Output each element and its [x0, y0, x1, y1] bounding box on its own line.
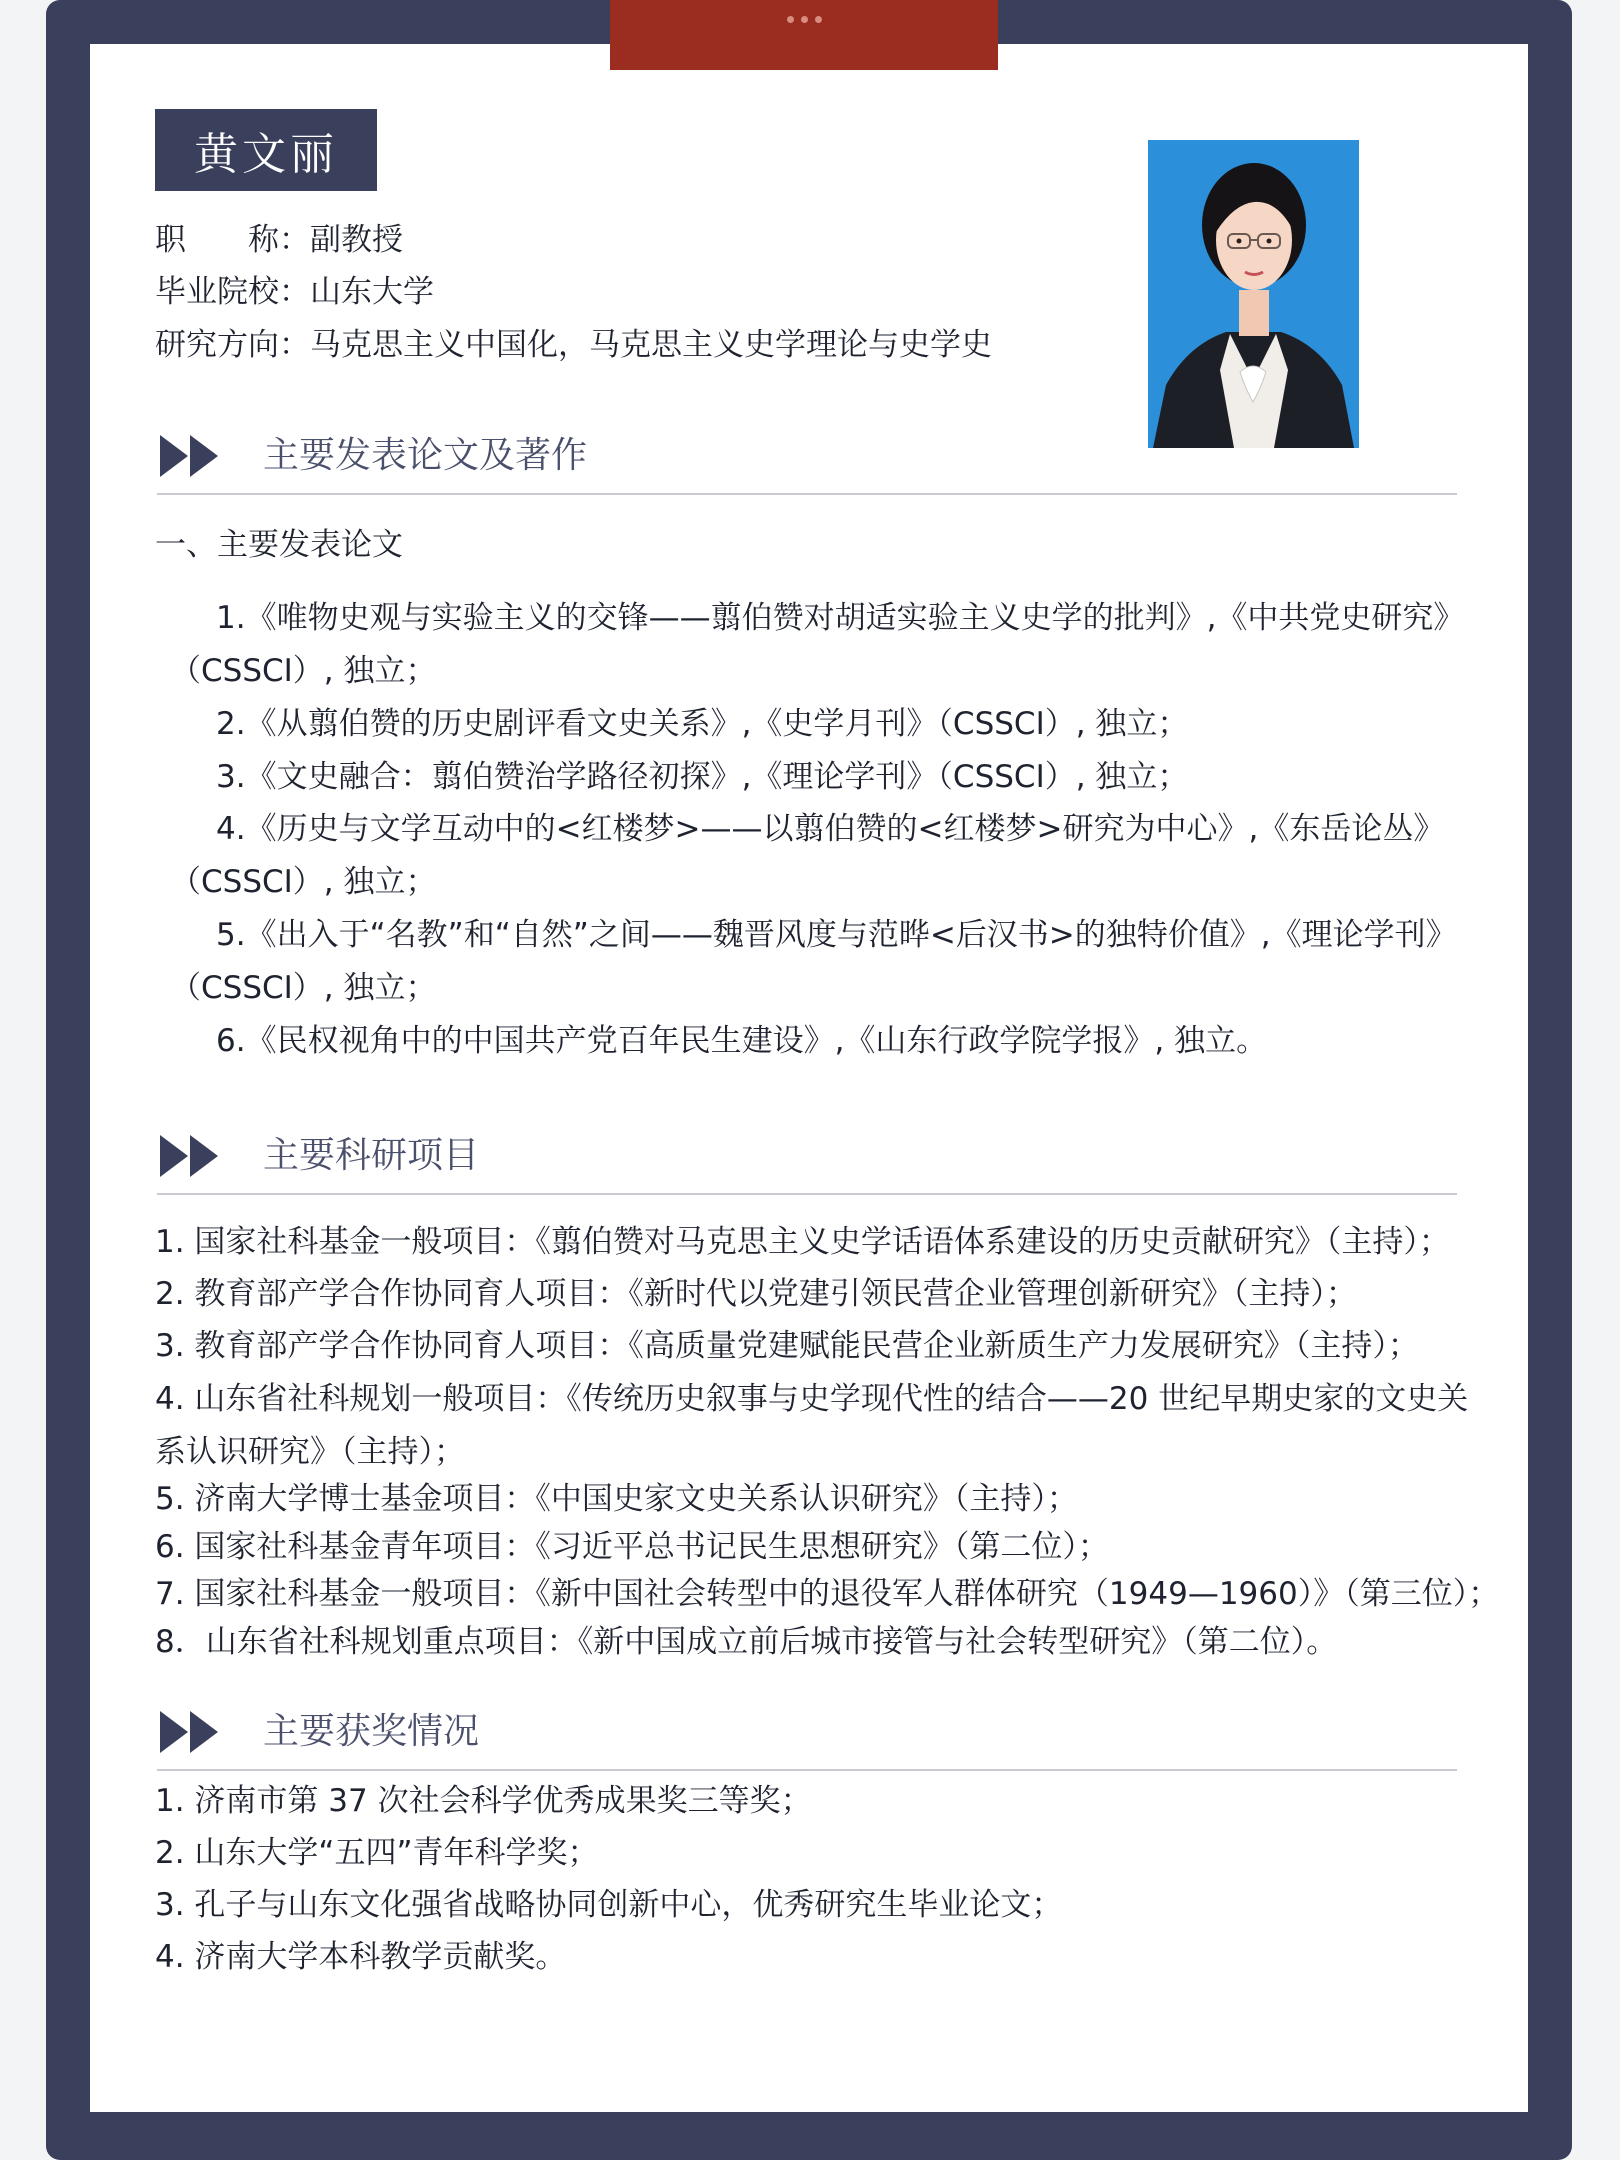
info-title-row — [155, 220, 403, 260]
section-title: 主要科研项目 — [263, 1135, 480, 1176]
publication-item: 3.《文史融合：翦伯赞治学路径初探》,《理论学刊》（CSSCI）, 独立； — [216, 759, 1189, 795]
section-divider — [157, 493, 1457, 495]
info-school-row — [155, 272, 434, 312]
project-item: 8．山东省社科规划重点项目：《新中国成立前后城市接管与社会转型研究》（第二位）。 — [155, 1624, 1338, 1660]
publication-item: 1.《唯物史观与实验主义的交锋——翦伯赞对胡适实验主义史学的批判》,《中共党史研究》 — [216, 600, 1465, 636]
section-title: 主要发表论文及著作 — [263, 435, 588, 476]
research-value: 马克思主义中国化，马克思主义史学理论与史学史 — [310, 327, 992, 363]
project-item: 4. 山东省社科规划一般项目：《传统历史叙事与史学现代性的结合——20 世纪早期史家的文史关 — [155, 1381, 1469, 1417]
award-item: 2. 山东大学“五四”青年科学奖； — [155, 1835, 599, 1871]
publication-item: （CSSCI）, 独立； — [170, 864, 437, 900]
award-item: 1. 济南市第 37 次社会科学优秀成果奖三等奖； — [155, 1783, 812, 1819]
portrait-photo — [1148, 140, 1359, 448]
dot-icon — [815, 16, 822, 23]
project-item: 7. 国家社科基金一般项目：《新中国社会转型中的退役军人群体研究（1949—1960）》（第三位）； — [155, 1576, 1500, 1612]
project-item: 5. 济南大学博士基金项目：《中国史家文史关系认识研究》（主持）； — [155, 1481, 1078, 1517]
school-value: 山东大学 — [310, 274, 434, 310]
dot-icon — [787, 16, 794, 23]
double-chevron-icon — [160, 1709, 224, 1755]
publication-item: 2.《从翦伯赞的历史剧评看文史关系》,《史学月刊》（CSSCI）, 独立； — [216, 706, 1189, 742]
name-heading: 黄文丽 — [155, 109, 377, 191]
double-chevron-icon — [160, 433, 224, 479]
info-research-row — [155, 325, 992, 365]
project-item: 系认识研究》（主持）； — [155, 1434, 465, 1470]
section-divider — [157, 1193, 1457, 1195]
school-label: 毕业院校： — [155, 274, 310, 310]
publications-subheading: 一、主要发表论文 — [155, 527, 403, 563]
double-chevron-icon — [160, 1133, 224, 1179]
publication-item: （CSSCI）, 独立； — [170, 653, 437, 689]
award-item: 4. 济南大学本科教学贡献奖。 — [155, 1939, 567, 1975]
section-divider — [157, 1769, 1457, 1771]
top-tab — [610, 0, 998, 70]
project-item: 3. 教育部产学合作协同育人项目：《高质量党建赋能民营企业新质生产力发展研究》（主持）； — [155, 1328, 1419, 1364]
award-item: 3. 孔子与山东文化强省战略协同创新中心，优秀研究生毕业论文； — [155, 1887, 1063, 1923]
publication-item: 4.《历史与文学互动中的<红楼梦>——以翦伯赞的<红楼梦>研究为中心》,《东岳论丛》 — [216, 811, 1445, 847]
title-value: 副教授 — [310, 222, 403, 258]
research-label: 研究方向： — [155, 327, 310, 363]
publication-item: 5.《出入于“名教”和“自然”之间——魏晋风度与范晔<后汉书>的独特价值》,《理论学刊》 — [216, 917, 1457, 953]
title-label: 职 称： — [155, 222, 310, 258]
publication-item: （CSSCI）, 独立； — [170, 970, 437, 1006]
dot-icon — [801, 16, 808, 23]
project-item: 1. 国家社科基金一般项目：《翦伯赞对马克思主义史学话语体系建设的历史贡献研究》（主持）； — [155, 1224, 1450, 1260]
publication-item: 6.《民权视角中的中国共产党百年民生建设》,《山东行政学院学报》, 独立。 — [216, 1023, 1268, 1059]
section-title: 主要获奖情况 — [263, 1711, 480, 1752]
project-item: 6. 国家社科基金青年项目：《习近平总书记民生思想研究》（第二位）； — [155, 1529, 1109, 1565]
project-item: 2. 教育部产学合作协同育人项目：《新时代以党建引领民营企业管理创新研究》（主持）； — [155, 1276, 1357, 1312]
